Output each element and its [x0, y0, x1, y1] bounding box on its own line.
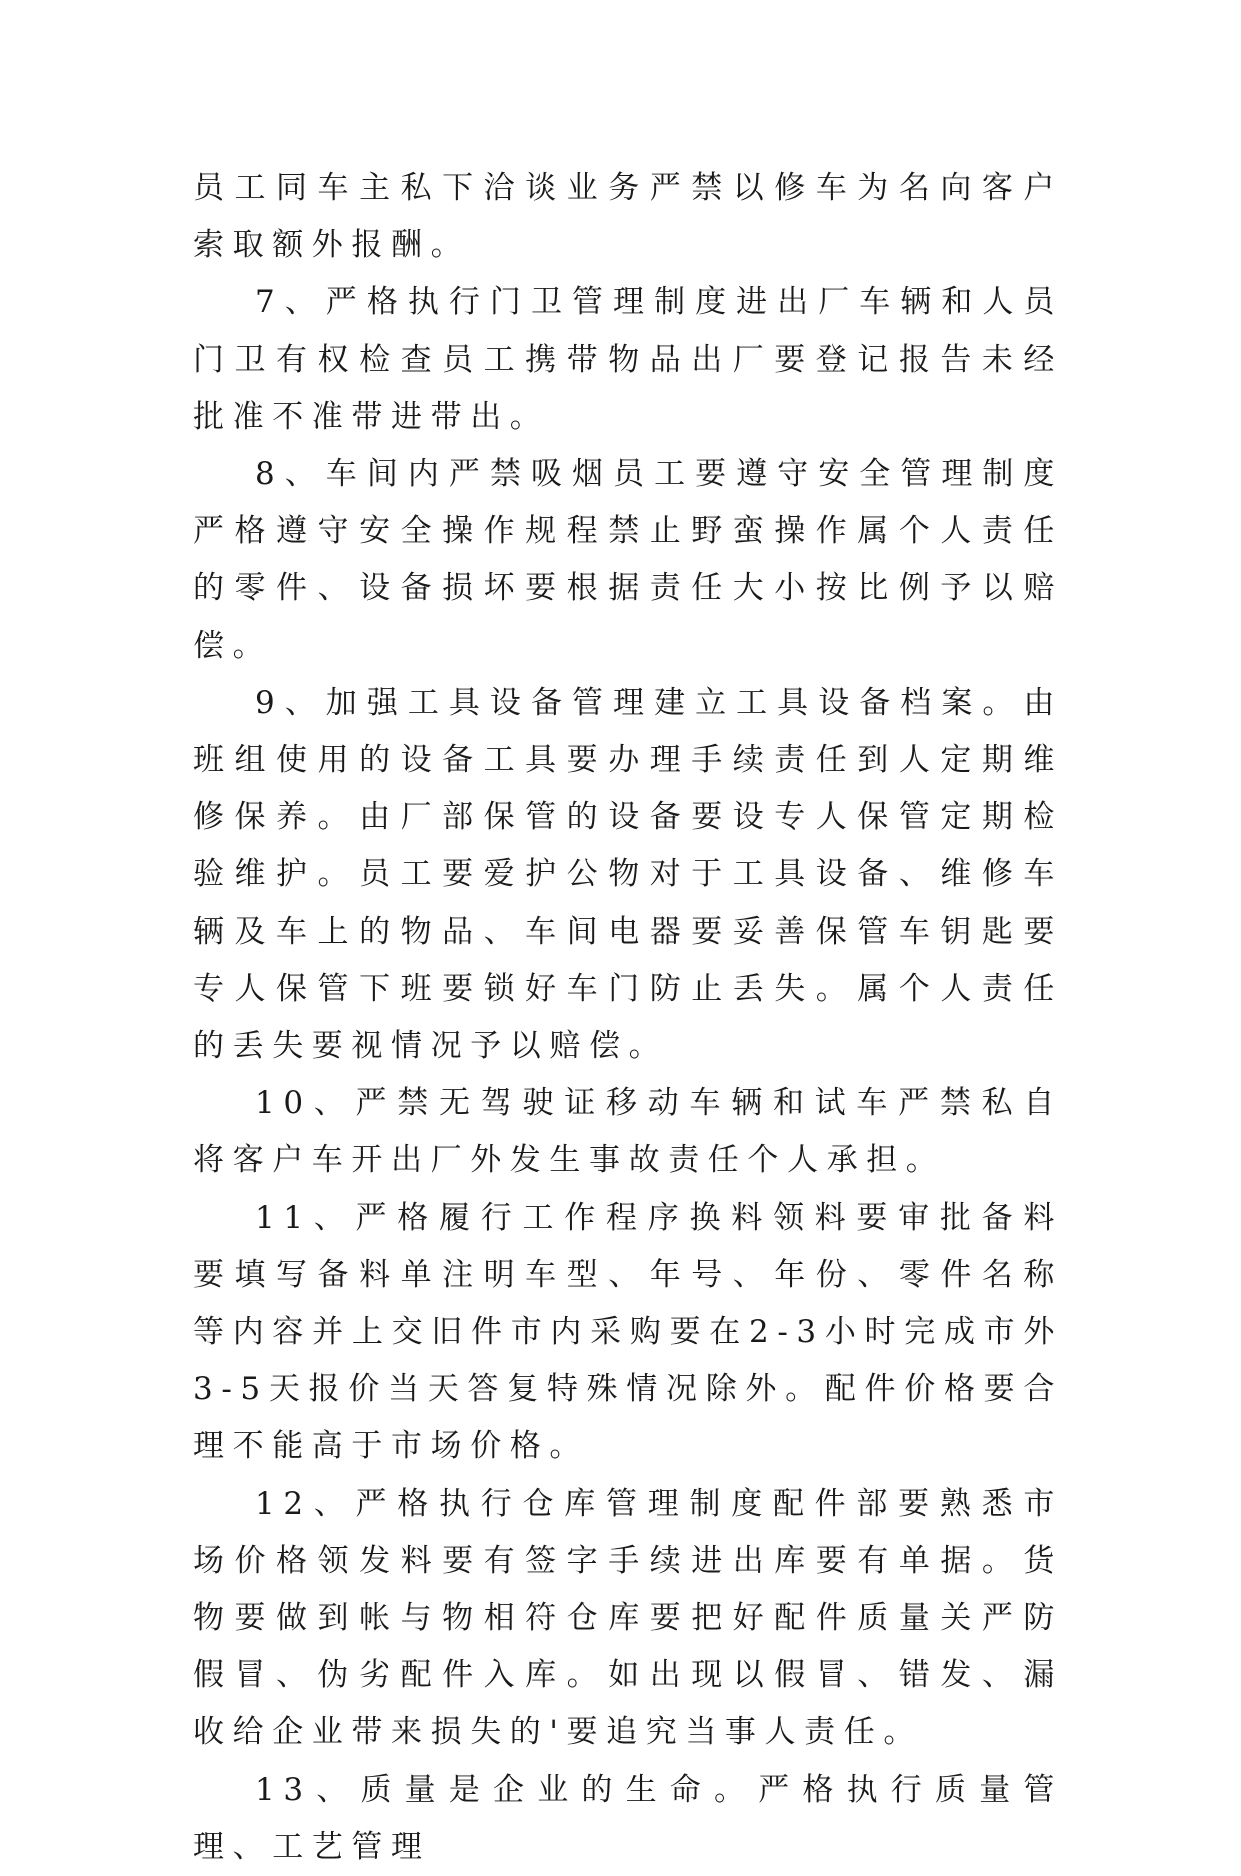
paragraph-item-10: 10、严禁无驾驶证移动车辆和试车严禁私自将客户车开出厂外发生事故责任个人承担。 [193, 1085, 1063, 1179]
paragraph-item-9: 9、加强工具设备管理建立工具设备档案。由班组使用的设备工具要办理手续责任到人定期维修保养。由厂部保管的设备要设专人保管定期检验维护。员工要爱护公物对于工具设备、维修车辆及车上的物品、车间电器要妥善保管车钥匙要专人保管下班要锁好车门防止丢失。属个人责任的丢失要视情况予以赔偿。 [193, 684, 1063, 1065]
paragraph-item-11: 11、严格履行工作程序换料领料要审批备料要填写备料单注明车型、年号、年份、零件名称等内容并上交旧件市内采购要在2-3小时完成市外3-5天报价当天答复特殊情况除外。配件价格要合理不能高于市场价格。 [193, 1199, 1063, 1465]
paragraph-item-12: 12、严格执行仓库管理制度配件部要熟悉市场价格领发料要有签字手续进出库要有单据。货物要做到帐与物相符仓库要把好配件质量关严防假冒、伪劣配件入库。如出现以假冒、错发、漏收给企业带来损失的'要追究当事人责任。 [193, 1485, 1063, 1751]
paragraph-item-8: 8、车间内严禁吸烟员工要遵守安全管理制度严格遵守安全操作规程禁止野蛮操作属个人责任的零件、设备损坏要根据责任大小按比例予以赔偿。 [193, 456, 1063, 664]
document-body [193, 160, 1063, 1876]
paragraph-continuation: 员工同车主私下洽谈业务严禁以修车为名向客户索取额外报酬。 [193, 170, 1063, 264]
paragraph-item-7: 7、严格执行门卫管理制度进出厂车辆和人员门卫有权检查员工携带物品出厂要登记报告未经批准不准带进带出。 [193, 284, 1063, 435]
paragraph-item-13: 13、质量是企业的生命。严格执行质量管理、工艺管理 [193, 1771, 1063, 1865]
